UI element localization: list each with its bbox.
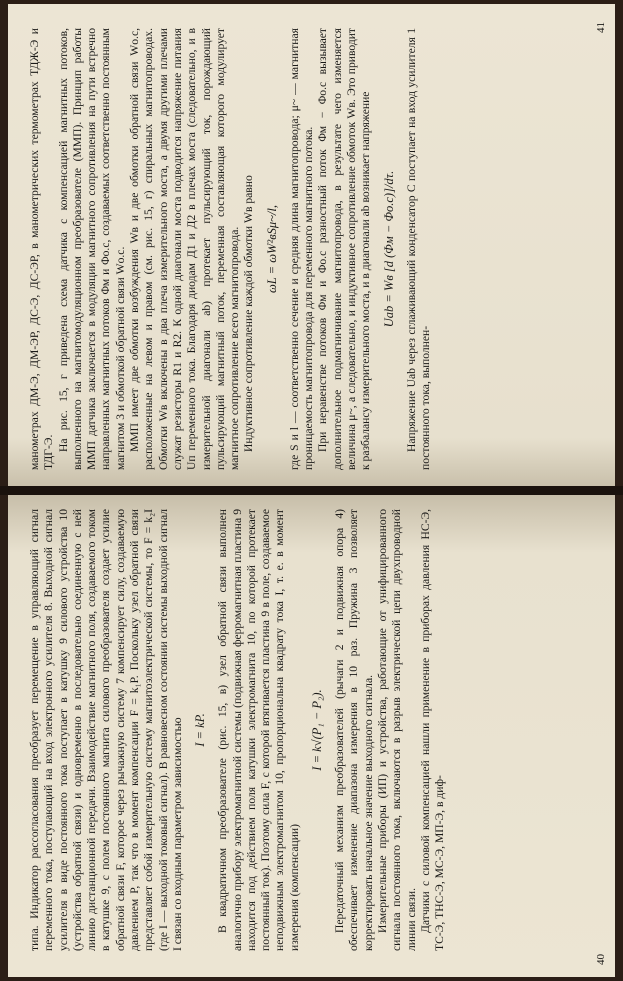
formula: I = kP. — [193, 713, 208, 747]
left-page — [8, 495, 615, 977]
paragraph: ММП имеет две обмотки возбуждения Wв и две обмотки обратной связи Wо.с, расположенные на левом и правом (см. рис. 15, г) спиральных магнитопроводах. Обмотки Wв включены в два плеча измерительного моста, а двумя другими плечами служат резисторы R1 и R2. К одной диагонали моста подводится напряжение питания Uп переменного тока. Благодаря диодам Д1 и Д2 в плечах моста (следовательно, и в измерительной диагонали ab) протекает пульсирующий ток, порождающий пульсирующий магнитный поток, переменная составляющая которого модулирует магнитное сопротивление всего магнитопровода. — [128, 28, 242, 470]
formula: Uab = Wв [d (Φм − Φо.с)]/dτ. — [381, 170, 396, 328]
page-number: 40 — [595, 954, 607, 965]
paragraph: В квадратичном преобразователе (рис. 15, в) узел обратной связи выполнен аналогично прибору электромагнитной системы (подвижная ферромагнитная пластина 9 находится под действием поля катушки электромагнита 10, по которой протекает постоянный ток). Поэтому сила F, с которой втягивается пластина 9 в поле, создаваемое неподвижным электромагнитом 10, пропорциональна квадрату тока I, т. е. в момент измерения (компенсации) — [216, 509, 301, 951]
paragraph: При неравенстве потоков Φм и Φо.с разностный поток Φм − Φо.с вызывает дополнительное подмагничивание магнитопровода, в результате чего изменяется величина μ~, а следовательно, и индуктивное сопротивление обмоток Wв. Это приводит к разбалансу измерительного моста, и в диагонали ab возникает напряжение — [316, 28, 373, 470]
paragraph: Напряжение Uab через сглаживающий конденсатор C поступает на вход усилителя 1 постоянного тока, выполнен- — [404, 28, 432, 470]
paragraph: Передаточный механизм преобразователей (рычаги 2 и подвижная опора 4) обеспечивает изменение диапазона измерения в 10 раз. Пружина 3 позволяет корректировать начальное значение выходного сигнала. — [333, 509, 375, 951]
paragraph: Индуктивное сопротивление каждой обмотки Wв равно — [242, 175, 256, 452]
left-page-text — [28, 509, 447, 951]
paragraph: Измерительные приборы (ИП) и устройства, работающие от унифицированного сигнала постоянного тока, включаются в разрыв электрической цепи двухпроводной линии связи. — [375, 509, 418, 951]
paragraph: типа. Индикатор рассогласования преобразует перемещение в управляющий сигнал переменного тока, поступающий на вход электронного усилителя 8. Выходной сигнал усилителя в виде постоянного тока поступает в катушку 9 силового устройства 10 (устройства обратной связи) и одновременно в последовательно соединенную с ней линию дистанционной передачи. Взаимодействие магнитного поля, создаваемого током в катушке 9, с полем постоянного магнита силового преобразователя создает усилие обратной связи F, которое через рычажную систему 7 компенсирует силу, создаваемую давлением P, так что в момент компенсации F = k₁P. Поскольку узел обратной связи представляет собой измерительную систему магнитоэлектрической системы, то F = k₂I (где I — выходной токовый сигнал). В равновесном состоянии системы выходной сигнал I связан со входным параметром зависимостью — [28, 509, 184, 951]
paragraph: манометрах ДМ-Э, ДМ-ЭР, ДС-Э, ДС-ЭР, в манометрических термометрах ТДЖ-Э и ТДГ-Э. — [28, 28, 56, 470]
book-gutter — [0, 486, 623, 495]
paragraph: Датчики с силовой компенсацией нашли применение в приборах давления НС-Э, ТС-Э, ТНС-Э, МС-Э, МП-Э, в диф- — [418, 509, 447, 951]
formula: ωL = ωW²вSμ~/l, — [264, 205, 279, 294]
paragraph: На рис. 15, г приведена схема датчика с компенсацией магнитных потоков, выполненного на магнитомодуляционном преобразователе (ММП). Принцип работы ММП датчика заключается в модуляции магнитного сопротивления на пути встречно направленных магнитных потоков Φм и Φо.с, создаваемых соответственно постоянным магнитом 3 и обмоткой обратной связи Wо.с. — [56, 28, 127, 470]
right-page-text — [28, 28, 433, 470]
paragraph: где S и l — соответственно сечение и средняя длина магнитопровода; μ~ — магнитная проницаемость магнитопровода для переменного магнитного потока. — [287, 28, 316, 470]
right-page — [8, 4, 615, 486]
page-number: 41 — [595, 22, 607, 33]
formula: I = k√(P₁ − P₂). — [310, 689, 325, 771]
